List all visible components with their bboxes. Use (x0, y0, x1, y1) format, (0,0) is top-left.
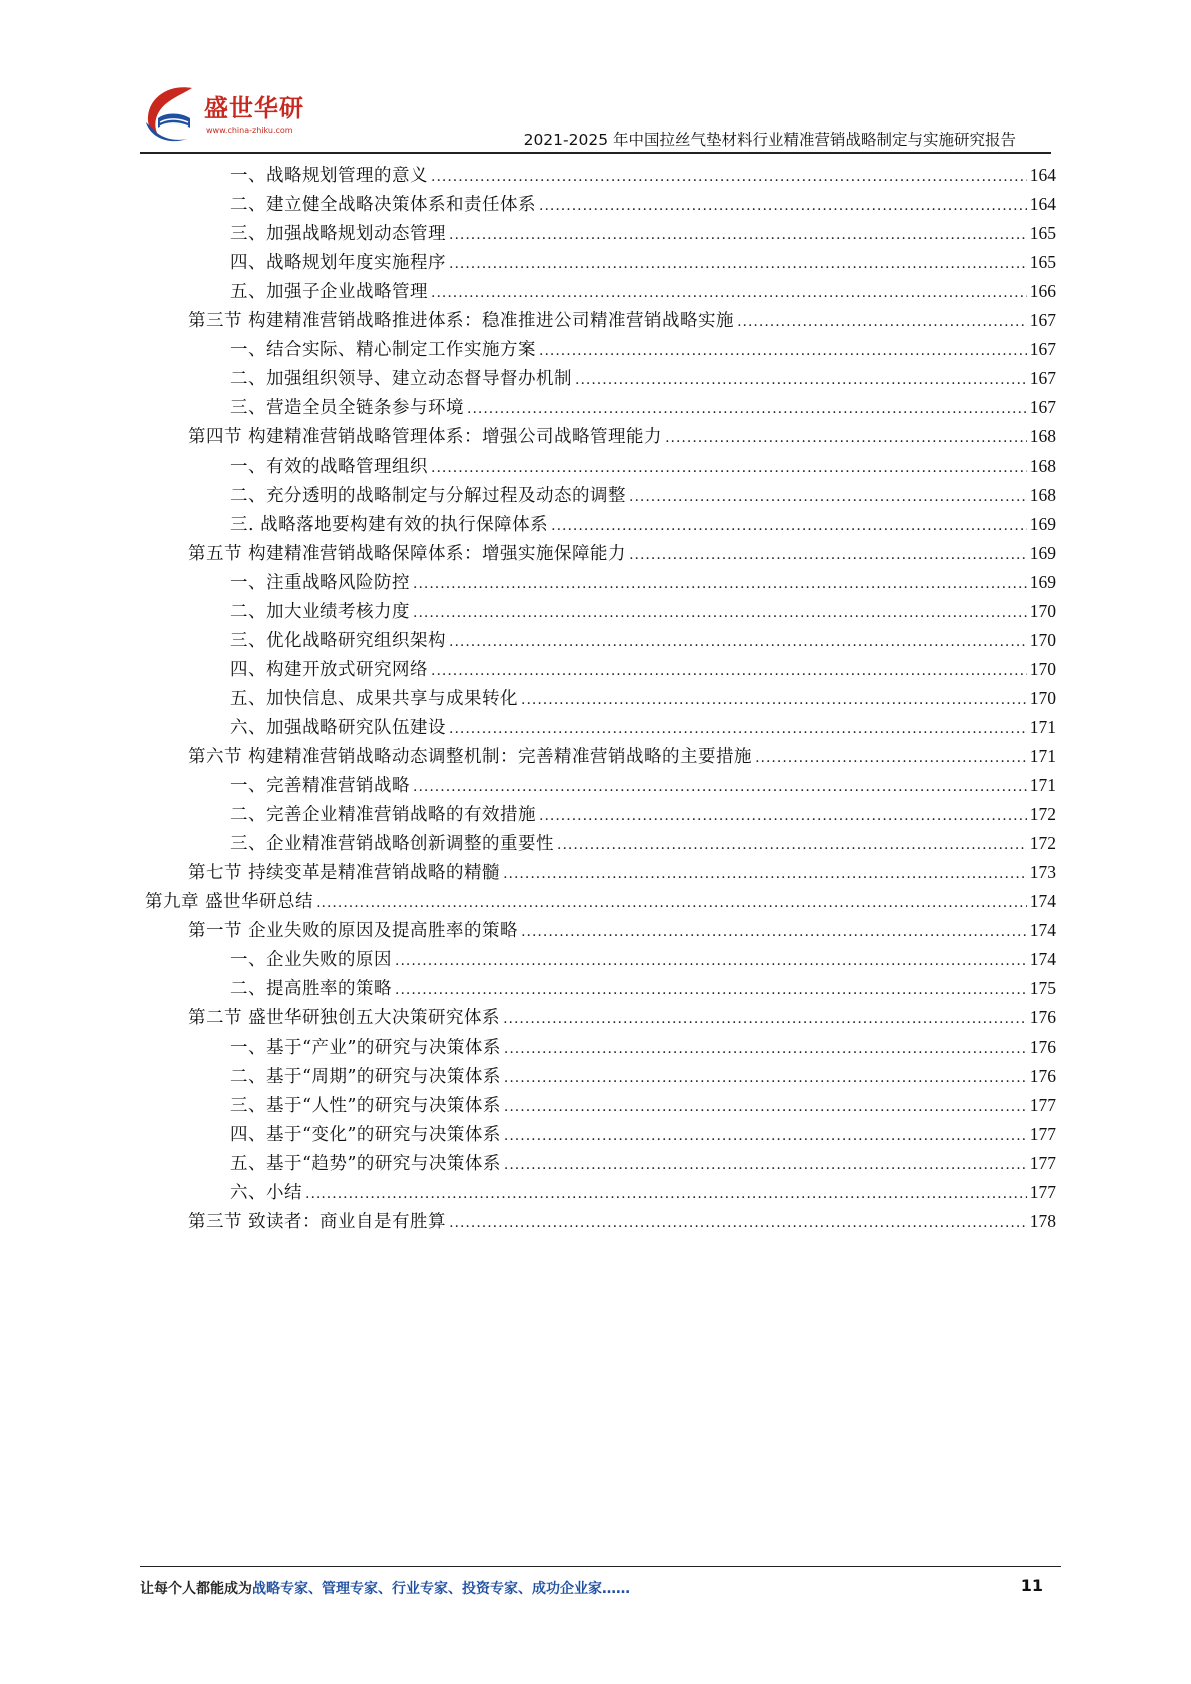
toc-entry-title: 三、营造全员全链条参与环境 (230, 398, 464, 419)
toc-entry-page: 176 (1029, 1065, 1056, 1086)
toc-entry[interactable] (230, 363, 1056, 394)
toc-entry[interactable] (230, 1061, 1056, 1092)
toc-entry-page: 167 (1029, 397, 1056, 418)
toc-entry-page: 169 (1029, 513, 1056, 534)
toc-entry-title: 一、基于“产业”的研究与决策体系 (230, 1037, 501, 1058)
footer-divider (140, 1566, 1061, 1567)
toc-entry-page: 170 (1029, 687, 1056, 708)
toc-entry-title: 一、有效的战略管理组织 (230, 456, 428, 477)
toc-entry[interactable] (230, 218, 1056, 249)
toc-entry-title: 第一节 企业失败的原因及提高胜率的策略 (188, 921, 519, 942)
toc-entry[interactable] (230, 1119, 1056, 1150)
toc-entry-page: 171 (1029, 716, 1056, 737)
toc-entry-title: 三、基于“人性”的研究与决策体系 (230, 1095, 501, 1116)
toc-entry-page: 178 (1029, 1210, 1056, 1231)
toc-entry-title: 四、基于“变化”的研究与决策体系 (230, 1124, 501, 1145)
toc-entry-title: 五、基于“趋势”的研究与决策体系 (230, 1153, 501, 1174)
toc-entry[interactable] (230, 392, 1056, 423)
toc-entry-title: 四、战略规划年度实施程序 (230, 253, 446, 274)
toc-entry-page: 170 (1029, 629, 1056, 650)
brand-logo (140, 82, 320, 152)
toc-entry-page: 171 (1029, 746, 1056, 766)
toc-entry[interactable] (230, 654, 1056, 685)
toc-entry[interactable] (230, 160, 1056, 191)
toc-entry-page: 174 (1029, 949, 1056, 970)
toc-entry-page: 177 (1029, 1094, 1056, 1115)
toc-entry-page: 174 (1029, 920, 1056, 941)
toc-entry[interactable] (230, 451, 1056, 482)
toc-entry[interactable] (230, 567, 1056, 598)
toc-entry-title: 一、结合实际、精心制定工作实施方案 (230, 340, 536, 361)
shengshi-huayan-logo-icon (140, 82, 202, 152)
toc-entry-page: 164 (1029, 194, 1056, 215)
toc-entry-page: 177 (1029, 1152, 1056, 1173)
toc-entry[interactable] (230, 828, 1056, 859)
toc-entry-page: 169 (1029, 542, 1056, 563)
toc-entry[interactable] (230, 625, 1056, 656)
report-title: 2021-2025 年中国拉丝气垫材料行业精准营销战略制定与实施研究报告 (523, 131, 1016, 149)
toc-entry[interactable] (188, 857, 1056, 888)
toc-entry[interactable] (230, 683, 1056, 714)
toc-entry[interactable] (188, 915, 1056, 946)
toc-entry-title: 二、充分透明的战略制定与分解过程及动态的调整 (230, 485, 626, 506)
toc-entry[interactable] (145, 886, 1056, 917)
toc-entry-title: 一、企业失败的原因 (230, 950, 392, 971)
toc-entry-title: 三. 战略落地要构建有效的执行保障体系 (230, 514, 549, 535)
toc-entry[interactable] (230, 1090, 1056, 1121)
toc-entry-title: 三、企业精准营销战略创新调整的重要性 (230, 834, 554, 855)
toc-entry[interactable] (188, 741, 1056, 772)
toc-entry-page: 167 (1029, 339, 1056, 360)
toc-entry[interactable] (188, 421, 1056, 452)
toc-entry-page: 175 (1029, 978, 1056, 999)
page-number: 11 (1020, 1576, 1043, 1595)
toc-entry-title: 五、加强子企业战略管理 (230, 282, 428, 303)
toc-entry[interactable] (230, 973, 1056, 1004)
toc-entry[interactable] (230, 334, 1056, 365)
toc-entry-page: 169 (1029, 571, 1056, 592)
toc-entry-page: 174 (1029, 891, 1056, 912)
toc-entry-title: 三、优化战略研究组织架构 (230, 630, 446, 651)
toc-entry-title: 第九章 盛世华研总结 (145, 892, 314, 913)
page-header (0, 0, 1191, 160)
toc-entry-page: 167 (1029, 368, 1056, 389)
toc-entry-page: 164 (1029, 165, 1056, 185)
toc-entry[interactable] (188, 538, 1056, 569)
toc-entry[interactable] (230, 189, 1056, 220)
toc-entry-page: 171 (1029, 775, 1056, 796)
toc-entry-title: 二、加强组织领导、建立动态督导督办机制 (230, 369, 572, 390)
toc-entry-page: 167 (1029, 310, 1056, 331)
toc-entry-page: 165 (1029, 223, 1056, 244)
toc-entry[interactable] (188, 305, 1056, 336)
toc-entry-page: 168 (1029, 426, 1056, 447)
toc-entry-title: 二、建立健全战略决策体系和责任体系 (230, 195, 536, 216)
toc-entry-title: 第三节 致读者：商业自是有胜算 (188, 1211, 447, 1232)
toc-entry-page: 173 (1029, 862, 1056, 883)
toc-entry-title: 第四节 构建精准营销战略管理体系：增强公司战略管理能力 (188, 427, 663, 448)
toc-entry-title: 一、战略规划管理的意义 (230, 166, 428, 186)
toc-entry-title: 第六节 构建精准营销战略动态调整机制：完善精准营销战略的主要措施 (188, 747, 753, 767)
toc-entry-page: 170 (1029, 600, 1056, 621)
toc-entry-title: 六、加强战略研究队伍建设 (230, 717, 446, 738)
toc-entry-title: 二、加大业绩考核力度 (230, 601, 410, 622)
toc-entry[interactable] (188, 1002, 1056, 1033)
toc-entry[interactable] (230, 247, 1056, 278)
header-divider (140, 152, 1051, 154)
brand-name: 盛世华研 (204, 94, 304, 122)
toc-entry-page: 165 (1029, 252, 1056, 273)
toc-entry-title: 第二节 盛世华研独创五大决策研究体系 (188, 1008, 501, 1029)
toc-entry[interactable] (230, 799, 1056, 830)
toc-entry-title: 一、完善精准营销战略 (230, 776, 410, 797)
toc-entry-page: 177 (1029, 1181, 1056, 1202)
toc-entry-title: 五、加快信息、成果共享与成果转化 (230, 688, 518, 709)
toc-entry-title: 四、构建开放式研究网络 (230, 659, 428, 680)
toc-entry[interactable] (230, 596, 1056, 627)
toc-entry-page: 168 (1029, 455, 1056, 476)
toc-dot-leader (449, 1208, 1027, 1239)
toc-entry-title: 第七节 持续变革是精准营销战略的精髓 (188, 863, 501, 884)
toc-entry-title: 第五节 构建精准营销战略保障体系：增强实施保障能力 (188, 543, 627, 564)
toc-entry[interactable] (230, 480, 1056, 511)
toc-entry-title: 第三节 构建精准营销战略推进体系：稳准推进公司精准营销战略实施 (188, 311, 735, 332)
toc-entry-page: 172 (1029, 804, 1056, 825)
toc-entry[interactable] (230, 1148, 1056, 1179)
toc-entry-title: 三、加强战略规划动态管理 (230, 224, 446, 245)
toc-entry[interactable] (230, 770, 1056, 801)
toc-entry[interactable] (230, 276, 1056, 307)
toc-entry[interactable] (230, 1032, 1056, 1063)
toc-entry-title: 一、注重战略风险防控 (230, 572, 410, 593)
toc-entry-title: 二、完善企业精准营销战略的有效措施 (230, 805, 536, 826)
toc-entry[interactable] (230, 944, 1056, 975)
footer-slogan (140, 1578, 630, 1598)
footer-slogan-roles: 战略专家、管理专家、行业专家、投资专家、成功企业家…… (252, 1581, 630, 1597)
toc-entry-page: 166 (1029, 281, 1056, 302)
toc-entry-page: 170 (1029, 658, 1056, 679)
toc-entry-page: 177 (1029, 1123, 1056, 1144)
footer-slogan-lead: 让每个人都能成为 (140, 1581, 252, 1597)
toc-entry-page: 168 (1029, 484, 1056, 505)
toc-entry[interactable] (230, 712, 1056, 743)
toc-entry[interactable] (230, 509, 1056, 540)
toc-entry-page: 176 (1029, 1036, 1056, 1057)
toc-entry-title: 二、基于“周期”的研究与决策体系 (230, 1066, 501, 1087)
toc-entry-page: 172 (1029, 833, 1056, 854)
toc-entry[interactable] (188, 1206, 1056, 1237)
toc-entry[interactable] (230, 1177, 1056, 1208)
toc-entry-title: 六、小结 (230, 1182, 302, 1203)
toc-entry-title: 二、提高胜率的策略 (230, 979, 392, 1000)
brand-url: www.china-zhiku.com (206, 126, 293, 135)
toc-entry-page: 176 (1029, 1007, 1056, 1028)
